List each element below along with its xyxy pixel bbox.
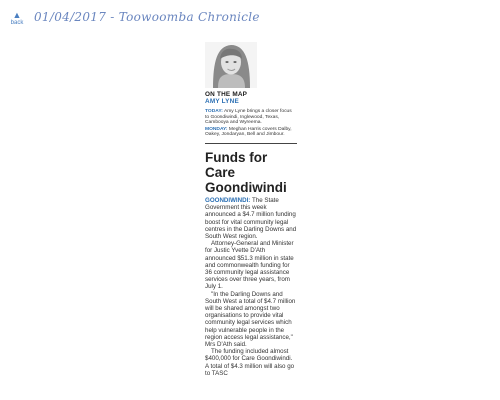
schedule-text: Meghan Harris covers Dalby, Oakey, Jondaryan, Bell and Jimbour. — [205, 126, 292, 138]
article-paragraph — [205, 197, 297, 240]
newspaper-clipping — [205, 42, 297, 400]
up-arrow-icon: ▲ — [12, 10, 22, 20]
schedule-label: TODAY: — [205, 109, 223, 114]
schedule-monday — [205, 127, 297, 138]
column-kicker: ON THE MAP — [205, 91, 248, 98]
author-name: AMY LYNE — [205, 98, 239, 105]
author-portrait — [205, 42, 257, 88]
article-body — [205, 197, 297, 377]
article-headline: Funds for Care Goondiwindi — [205, 149, 287, 195]
dateline: GOONDIWINDI: — [205, 196, 251, 204]
article-paragraph: The funding included almost $400,000 for Care Goondiwindi. A total of $4.3 million will also go to TASC — [205, 348, 295, 377]
handwritten-note: 01/04/2017 - Toowoomba Chronicle — [34, 10, 260, 24]
back-label: back — [10, 20, 24, 26]
schedule-text: Amy Lyne brings a closer focus to Goondiwindi, Inglewood, Texas, Cambooya and Wyreema. — [205, 109, 292, 126]
divider — [205, 143, 297, 144]
article-paragraph: "In the Darling Downs and South West a total of $4.7 million will be shared amongst two organisations to provide vital community legal services which help vulnerable people in the region access legal assistance," Mrs D'Ath said. — [205, 290, 296, 349]
back-button[interactable] — [6, 11, 28, 26]
schedule-today — [205, 109, 297, 126]
paragraph-text: The State Government this week announced a $4.7 million funding boost for vital community legal centres in the Darling Downs and South West region. — [205, 196, 297, 240]
article-paragraph: Attorney-General and Minister for Justic Yvette D'Ath announced $51.3 million in state and commonwealth funding for 36 community legal assistance services over three years, from July 1. — [205, 240, 294, 291]
schedule-label: MONDAY: — [205, 126, 228, 132]
